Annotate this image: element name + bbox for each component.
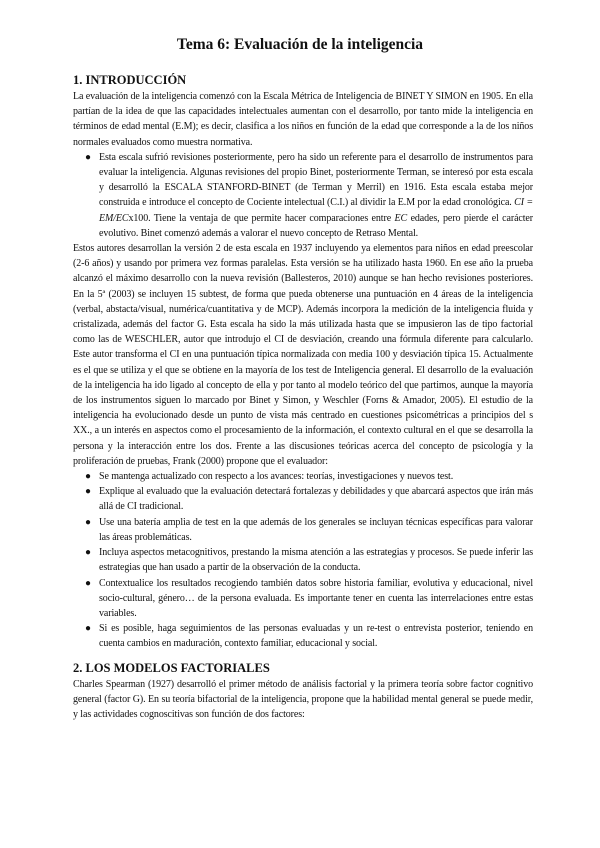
list-item: [73, 576, 533, 622]
bullet-text-part: edades, pero pierde el carácter evolutivo. Binet comenzó además a valorar el nuevo concepto de Retraso Mental.: [99, 212, 533, 239]
list-item-text: Explique al evaluado que la evaluación detectará fortalezas y debilidades y que abarcará aspectos que irán más allá de CI tradicional.: [99, 486, 533, 513]
ci-formula: CI = EM/EC: [99, 197, 533, 224]
section-heading-modelos-factoriales: 2. LOS MODELOS FACTORIALES: [73, 660, 270, 675]
bullet-icon: ●: [85, 547, 91, 559]
bullet-icon: ●: [85, 623, 91, 635]
list-item-text: Use una batería amplia de test en la que además de los generales se incluyan técnicas específicas para valorar las áreas problemáticas.: [99, 516, 533, 543]
list-item: [73, 545, 533, 575]
list-item: [73, 515, 533, 545]
bullet-icon: ●: [85, 151, 91, 163]
document-body: [73, 72, 533, 722]
list-item-text: Contextualice los resultados recogiendo también datos sobre historia familiar, evolutiva y educacional, nivel socio-cultural, género… de la persona evaluada. Es importante tener en cuenta las interrelaciones entre estas variables.: [99, 577, 533, 619]
bullet-text-part: Esta escala sufrió revisiones posteriormente, pero ha sido un referente para el desarrollo de instrumentos para evaluar la inteligencia. Algunas revisiones del propio Binet, posteriormente Terman, se interesó por esta escala y desarrolló la ESCALA STANFORD-BINET (de Terman y Merril) en 1916. Esta escala estaba mejor construida e introduce el concepto de Cociente intelectual (C.I.) al dividir la E.M por la edad cronológica.: [99, 151, 533, 209]
bullet-icon: ●: [85, 486, 91, 498]
list-item: [73, 484, 533, 514]
list-item: [73, 469, 533, 484]
frank-recommendations-list: [73, 469, 533, 651]
list-item: [73, 150, 533, 241]
ec-symbol: EC: [394, 212, 408, 224]
page-title: Tema 6: Evaluación de la inteligencia: [176, 36, 424, 53]
bullet-text-part: x100. Tiene la ventaja de que permite hacer comparaciones entre: [128, 212, 395, 224]
list-item-text: Si es posible, haga seguimientos de las personas evaluadas y un re-test o entrevista posterior, teniendo en cuenta cambios en maduración, contexto familiar, educacional y social.: [99, 623, 533, 650]
list-item-text: Incluya aspectos metacognitivos, prestando la misma atención a las estrategias y procesos. Se puede inferir las estrategias que han usado a partir de la observación de la conducta.: [99, 547, 533, 574]
list-item-text: Se mantenga actualizado con respecto a los avances: teorías, investigaciones y nuevos test.: [99, 471, 454, 483]
intro-paragraph: La evaluación de la inteligencia comenzó con la Escala Métrica de Inteligencia de BINET Y SIMON en 1905. En ella partían de la idea de que las capacidades intelectuales aumentan con el desarrollo, por tanto mide la inteligencia en términos de edad mental (E.M); es decir, clasifica a los niños en función de la edad que corresponde a la de los niños normales evaluados como muestra normativa.: [73, 91, 533, 148]
list-item: [73, 621, 533, 651]
spearman-paragraph: Charles Spearman (1927) desarrolló el primer método de análisis factorial y la primera teoría sobre factor cognitivo general (factor G). En su teoría bifactorial de la inteligencia, propone que la habilidad mental general se puede medir, y las actividades cognoscitivas son función de dos factores:: [73, 678, 533, 720]
history-paragraph: Estos autores desarrollan la versión 2 de esta escala en 1937 incluyendo ya elementos para niños en edad preescolar (2-6 años) y usando por primera vez formas paralelas. Esta versión se ha utilizado hasta 1960. En ese año la prueba alcanzó el máximo desarrollo con la nueva revisión (Ballesteros, 2010) aunque se han hecho revisiones posteriores. En la 5ª (2003) se incluyen 15 subtest, de forma que pueda obtenerse una puntuación en 4 áreas de la inteligencia (verbal, abstacta/visual, numérica/cuantitativa y de MCP). Además incorpora la medición de la inteligencia fluida y cristalizada, además del factor G. Esta escala ha sido la más utilizada hasta que se impusieron las de tipo factorial como las de WESCHLER, autor que introdujo el CI de desviación, creando una fórmula diferente para calcularlo. Este autor transforma el CI en una puntuación típica normalizada con media 100 y desviación típica 15. Actualmente es el que se utiliza y el que se obtiene en la mayoría de los test de Inteligencia general. El desarrollo de la evaluación de la inteligencia ha ido ligado al concepto de ella y por tanto al modelo teórico del que partimos, aunque la mayoría de los instrumentos siguen lo marcado por Binet y Simon, y Weschler (Forns & Amador, 2005). El estudio de la inteligencia ha evolucionado desde un punto de vista más centrado en cuestiones psicométricas a principios del s XX., a un interés en aspectos como el procesamiento de la información, el contexto cultural en el que se desarrolla la persona y la interacción entre los dos. Frente a las discusiones teóricas acerca del concepto de psicología y la proliferación de pruebas, Frank (2000) propone que el evaluador:: [73, 243, 533, 467]
bullet-icon: ●: [85, 577, 91, 589]
section-heading-introduccion: 1. INTRODUCCIÓN: [73, 73, 187, 87]
bullet-icon: ●: [85, 516, 91, 528]
bullet-icon: ●: [85, 471, 91, 483]
binet-bullet-list: [73, 150, 533, 241]
